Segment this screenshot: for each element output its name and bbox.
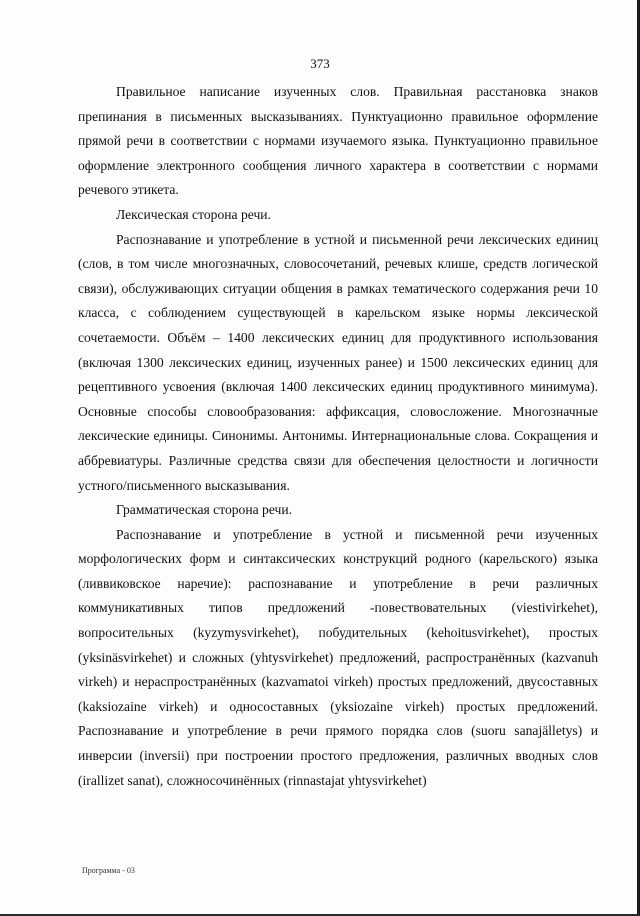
paragraph-punctuation: Правильное написание изученных слов. Правильная расстановка знаков препинания в письменных высказываниях. Пунктуационно правильное оформление прямой речи в соответствии с нормами изучаемого языка. Пунктуационно правильное оформление электронного сообщения личного характера в соответствии с нормами речевого этикета.	[78, 84, 598, 198]
heading-grammatical-side: Грамматическая сторона речи.	[116, 502, 293, 518]
heading-lexical-side: Лексическая сторона речи.	[116, 206, 271, 222]
paragraph-grammatical: Распознавание и употребление в устной и письменной речи изученных морфологических форм и синтаксических конструкций родного (карельского) языка (ливвиковское наречие): распознавание и употребление в речи различных коммуникативных типов предложений -повествовательных (viestivirkehet), вопросительных (kyzymysvirkehet), побудительных (kehoitusvirkehet), простых (yksinäsvirkehet) и сложных (yhtysvirkehet) предложений, распространённых (kazvanuh virkeh) и нераспространённых (kazvamatoi virkeh) простых предложений, двусоставных (kaksiozaine virkeh) и односоставных (yksiozaine virkeh) простых предложений. Распознавание и употребление в речи прямого порядка слов (suoru sanajälletys) и инверсии (inversii) при построении простого предложения, различных вводных слов (irallizet sanat), сложносочинённых (rinnastajat yhtysvirkehet)	[78, 526, 598, 788]
page-number: 373	[310, 56, 330, 71]
footer-label: Программа - 03	[82, 866, 135, 875]
paragraph-lexical: Распознавание и употребление в устной и письменной речи лексических единиц (слов, в том числе многозначных, словосочетаний, речевых клише, средств логической связи), обслуживающих ситуации общения в рамках тематического содержания речи 10 класса, с соблюдением существующей в карельском языке нормы лексической сочетаемости. Объём – 1400 лексических единиц для продуктивного использования (включая 1300 лексических единиц, изученных ранее) и 1500 лексических единиц для рецептивного усвоения (включая 1400 лексических единиц продуктивного минимума). Основные способы словообразования: аффиксация, словосложение. Многозначные лексические единицы. Синонимы. Антонимы. Интернациональные слова. Сокращения и аббревиатуры. Различные средства связи для обеспечения целостности и логичности устного/письменного высказывания.	[78, 231, 598, 493]
document-body	[78, 80, 598, 793]
